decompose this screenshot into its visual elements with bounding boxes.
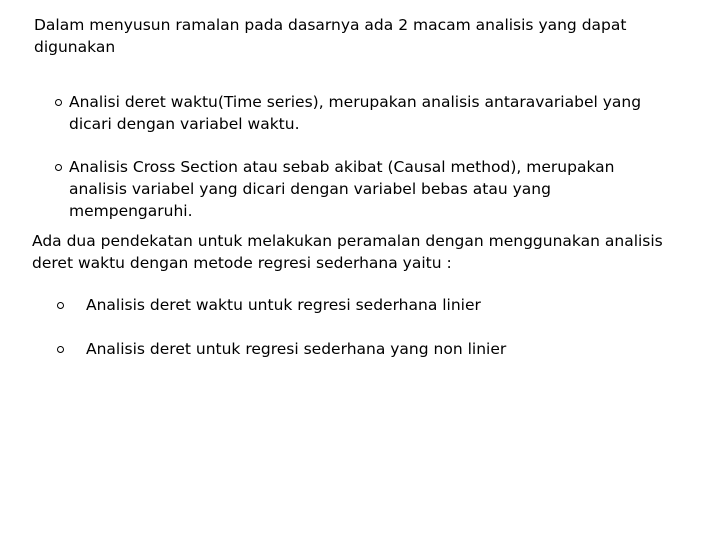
intro-paragraph: Dalam menyusun ramalan pada dasarnya ada 2 macam analisis yang dapat digunakan — [34, 16, 627, 56]
list-item — [56, 338, 656, 360]
bullet-icon — [57, 346, 64, 353]
bullet-icon — [57, 302, 64, 309]
method-linear-text: Analisis deret waktu untuk regresi sederhana linier — [86, 296, 481, 314]
list-item — [54, 156, 674, 222]
list-item — [56, 294, 656, 316]
approach-paragraph: Ada dua pendekatan untuk melakukan peramalan dengan menggunakan analisis deret waktu dengan metode regresi sederhana yaitu : — [32, 232, 663, 272]
method-nonlinear-text: Analisis deret untuk regresi sederhana yang non linier — [86, 340, 507, 358]
bullet-icon — [55, 164, 62, 171]
bullet-icon — [55, 99, 62, 106]
type-time-series-text: Analisi deret waktu(Time series), merupakan analisis antaravariabel yang dicari dengan variabel waktu. — [69, 93, 642, 133]
type-cross-section-text: Analisis Cross Section atau sebab akibat (Causal method), merupakan analisis variabel yang dicari dengan variabel bebas atau yang mempengaruhi. — [69, 158, 615, 220]
list-item — [54, 91, 674, 135]
